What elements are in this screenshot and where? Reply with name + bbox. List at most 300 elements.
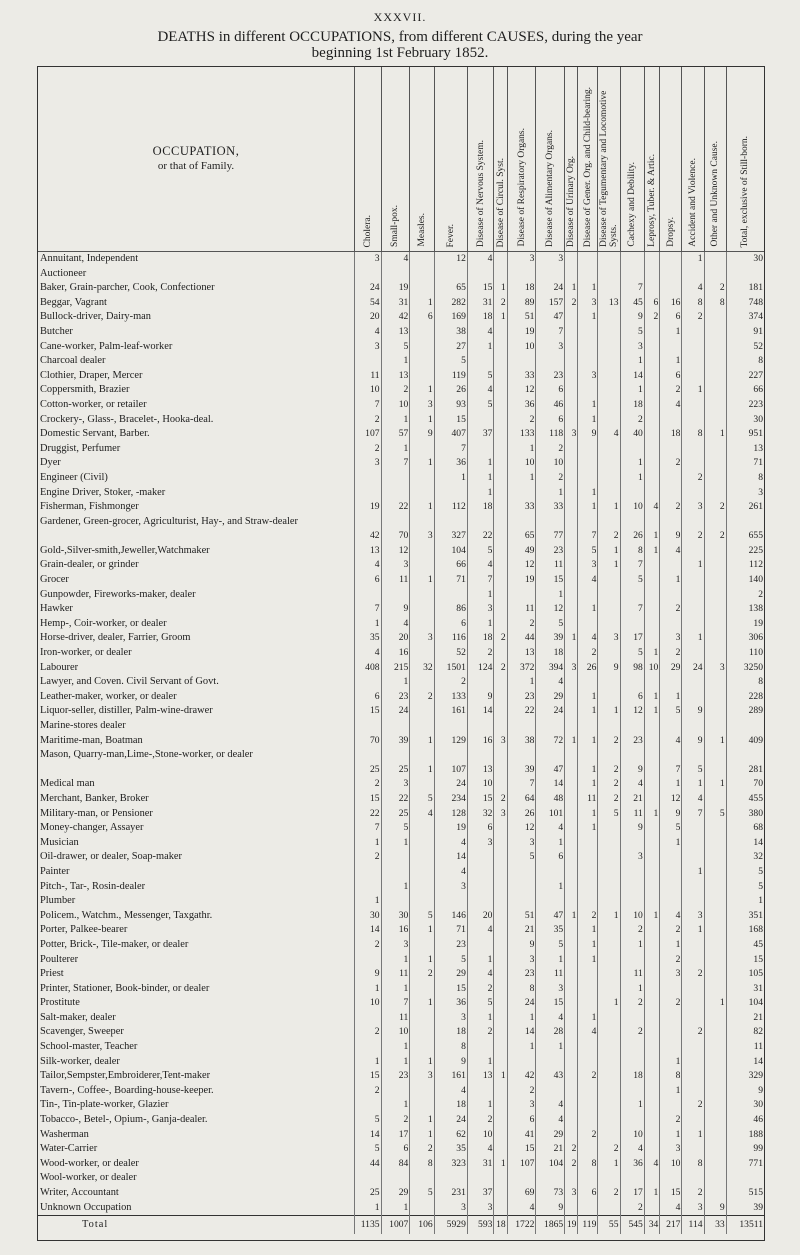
count-cell: 6 — [434, 617, 467, 632]
count-cell: 1 — [682, 631, 704, 646]
count-cell — [565, 369, 578, 384]
count-cell — [704, 1186, 726, 1201]
count-cell: 2 — [704, 500, 726, 515]
count-cell: 25 — [381, 748, 410, 777]
count-cell — [644, 267, 659, 282]
count-cell: 161 — [434, 704, 467, 719]
count-cell: 73 — [536, 1186, 565, 1201]
count-cell: 1 — [682, 383, 704, 398]
count-cell: 29 — [434, 967, 467, 982]
count-cell: 5 — [467, 544, 494, 559]
count-cell: 6 — [660, 369, 682, 384]
count-cell: 1 — [578, 734, 598, 749]
count-cell: 4 — [467, 967, 494, 982]
count-cell: 3 — [620, 850, 644, 865]
count-cell: 8 — [682, 296, 704, 311]
count-cell — [598, 865, 620, 880]
count-cell: 31 — [467, 296, 494, 311]
count-cell: 13 — [726, 442, 764, 457]
count-cell — [598, 850, 620, 865]
count-cell: 188 — [726, 1128, 764, 1143]
count-cell — [494, 675, 507, 690]
count-cell: 1 — [620, 938, 644, 953]
occupation-text: Prostitute — [40, 997, 80, 1009]
count-cell — [565, 486, 578, 501]
count-cell: 10 — [620, 500, 644, 515]
count-cell: 146 — [434, 909, 467, 924]
count-cell — [704, 1084, 726, 1099]
count-cell: 30 — [381, 909, 410, 924]
count-cell — [660, 982, 682, 997]
count-cell — [644, 1055, 659, 1070]
count-cell: 3 — [536, 340, 565, 355]
occupation-label — [38, 1011, 355, 1026]
count-cell: 1 — [620, 456, 644, 471]
count-cell: 6 — [355, 573, 382, 588]
count-cell: 7 — [355, 398, 382, 413]
count-cell: 281 — [726, 748, 764, 777]
table-row — [38, 923, 764, 938]
count-cell: 2 — [536, 471, 565, 486]
count-cell — [598, 267, 620, 282]
count-cell: 5 — [682, 748, 704, 777]
count-cell: 9 — [507, 938, 536, 953]
column-header-label: Accident and Violence. — [688, 158, 699, 247]
count-cell — [704, 690, 726, 705]
count-cell: 1 — [565, 631, 578, 646]
count-cell: 13 — [381, 369, 410, 384]
count-cell: 5 — [578, 544, 598, 559]
count-cell — [644, 1011, 659, 1026]
count-cell: 6 — [381, 1142, 410, 1157]
count-cell — [494, 252, 507, 267]
occupation-text: Auctioneer — [40, 267, 87, 279]
count-cell: 2 — [467, 982, 494, 997]
occupation-label — [38, 1069, 355, 1084]
count-cell: 409 — [726, 734, 764, 749]
count-cell — [644, 573, 659, 588]
count-cell: 13511 — [726, 1216, 764, 1235]
count-cell — [578, 719, 598, 734]
count-cell: 1 — [620, 982, 644, 997]
count-cell: 89 — [507, 296, 536, 311]
occupation-label — [38, 675, 355, 690]
count-cell: 13 — [467, 1069, 494, 1084]
count-cell — [565, 1025, 578, 1040]
count-cell: 14 — [536, 777, 565, 792]
count-cell — [494, 340, 507, 355]
count-cell: 1 — [660, 1055, 682, 1070]
count-cell — [565, 442, 578, 457]
occupation-label — [38, 558, 355, 573]
occupation-text: Gold-,Silver-smith,Jeweller,Watchmaker — [40, 544, 210, 556]
table-row — [38, 558, 764, 573]
count-cell — [704, 1113, 726, 1128]
count-cell — [410, 1011, 434, 1026]
count-cell: 29 — [660, 661, 682, 676]
count-cell — [434, 1171, 467, 1186]
count-cell: 181 — [726, 281, 764, 296]
table-row — [38, 544, 764, 559]
occupation-text: Silk-worker, dealer — [40, 1055, 120, 1067]
count-cell — [704, 369, 726, 384]
table-row — [38, 383, 764, 398]
count-cell — [598, 1113, 620, 1128]
count-cell: 282 — [434, 296, 467, 311]
count-cell: 1 — [381, 953, 410, 968]
count-cell — [682, 325, 704, 340]
occupation-text: Tin-, Tin-plate-worker, Glazier — [40, 1099, 169, 1111]
count-cell: 9 — [434, 1055, 467, 1070]
count-cell: 8 — [507, 982, 536, 997]
count-cell — [598, 1055, 620, 1070]
count-cell: 42 — [381, 310, 410, 325]
count-cell: 1 — [381, 1201, 410, 1216]
count-cell: 35 — [355, 631, 382, 646]
count-cell — [704, 456, 726, 471]
column-header-label: Leprosy, Tuber. & Artic. — [647, 154, 658, 247]
count-cell: 3 — [381, 558, 410, 573]
count-cell: 2 — [620, 1025, 644, 1040]
count-cell: 8 — [704, 296, 726, 311]
count-cell — [494, 398, 507, 413]
count-cell: 47 — [536, 909, 565, 924]
count-cell: 1 — [578, 602, 598, 617]
count-cell: 32 — [410, 661, 434, 676]
count-cell: 1 — [536, 1040, 565, 1055]
count-cell: 1 — [536, 880, 565, 895]
count-cell — [598, 1084, 620, 1099]
count-cell — [381, 486, 410, 501]
count-cell: 112 — [434, 500, 467, 515]
count-cell — [565, 383, 578, 398]
count-cell — [644, 340, 659, 355]
count-cell — [565, 690, 578, 705]
count-cell: 7 — [682, 807, 704, 822]
table-row — [38, 836, 764, 851]
count-cell — [644, 982, 659, 997]
count-cell: 2 — [507, 1084, 536, 1099]
table-row — [38, 1055, 764, 1070]
count-cell — [565, 996, 578, 1011]
count-cell: 25 — [381, 807, 410, 822]
count-cell — [355, 865, 382, 880]
count-cell — [355, 880, 382, 895]
count-cell: 24 — [536, 281, 565, 296]
count-cell: 2 — [620, 413, 644, 428]
count-cell: 2 — [682, 310, 704, 325]
count-cell — [565, 617, 578, 632]
count-cell: 3 — [355, 252, 382, 267]
count-cell: 62 — [434, 1128, 467, 1143]
count-cell — [494, 267, 507, 282]
count-cell: 593 — [467, 1216, 494, 1235]
count-cell: 23 — [434, 938, 467, 953]
count-cell — [660, 894, 682, 909]
count-cell — [494, 500, 507, 515]
count-cell — [381, 471, 410, 486]
count-cell — [644, 1084, 659, 1099]
occupation-text: Tobacco-, Betel-, Opium-, Ganja-dealer. — [40, 1114, 208, 1126]
count-cell: 18 — [620, 398, 644, 413]
count-cell: 1 — [410, 923, 434, 938]
count-cell: 116 — [434, 631, 467, 646]
count-cell — [644, 675, 659, 690]
count-cell: 306 — [726, 631, 764, 646]
count-cell: 1 — [598, 704, 620, 719]
count-cell: 329 — [726, 1069, 764, 1084]
occupation-label — [38, 573, 355, 588]
count-cell: 26 — [507, 807, 536, 822]
count-cell: 748 — [726, 296, 764, 311]
count-cell: 1 — [644, 909, 659, 924]
count-cell: 23 — [381, 1069, 410, 1084]
count-cell: 1 — [578, 953, 598, 968]
count-cell — [578, 982, 598, 997]
count-cell: 1 — [381, 442, 410, 457]
count-cell: 39 — [381, 734, 410, 749]
count-cell — [598, 325, 620, 340]
count-cell — [381, 588, 410, 603]
occupation-text: Tailor,Sempster,Embroiderer,Tent-maker — [40, 1070, 211, 1082]
count-cell: 2 — [660, 953, 682, 968]
count-cell: 15 — [355, 1069, 382, 1084]
count-cell: 5 — [467, 398, 494, 413]
count-cell — [578, 354, 598, 369]
count-cell: 4 — [578, 1025, 598, 1040]
count-cell: 234 — [434, 792, 467, 807]
count-cell — [598, 646, 620, 661]
count-cell: 101 — [536, 807, 565, 822]
occupation-text: Druggist, Perfumer — [40, 442, 121, 454]
count-cell: 1 — [381, 354, 410, 369]
count-cell: 15 — [467, 281, 494, 296]
count-cell — [644, 486, 659, 501]
count-cell: 13 — [381, 325, 410, 340]
occupation-label — [38, 515, 355, 544]
count-cell — [598, 383, 620, 398]
occupation-label — [38, 442, 355, 457]
count-cell: 46 — [726, 1113, 764, 1128]
count-cell: 2 — [565, 1157, 578, 1172]
count-cell — [467, 1084, 494, 1099]
count-cell — [598, 690, 620, 705]
count-cell: 8 — [682, 427, 704, 442]
count-cell: 5 — [704, 807, 726, 822]
occupation-text: Iron-worker, or dealer — [40, 647, 132, 659]
count-cell: 86 — [434, 602, 467, 617]
count-cell: 5 — [598, 807, 620, 822]
count-cell — [578, 471, 598, 486]
occupation-text: Priest — [40, 968, 64, 980]
count-cell: 7 — [381, 456, 410, 471]
occupation-label — [38, 865, 355, 880]
count-cell: 1 — [660, 573, 682, 588]
count-cell: 1 — [682, 1128, 704, 1143]
count-cell — [598, 1098, 620, 1113]
count-cell: 105 — [726, 967, 764, 982]
count-cell: 2 — [598, 777, 620, 792]
count-cell — [410, 821, 434, 836]
count-cell — [565, 777, 578, 792]
count-cell: 1 — [410, 1113, 434, 1128]
count-cell: 8 — [578, 1157, 598, 1172]
count-cell: 6 — [536, 383, 565, 398]
count-cell — [507, 267, 536, 282]
count-cell: 1 — [467, 953, 494, 968]
occupation-text: Liquor-seller, distiller, Palm-wine-drawer — [40, 705, 213, 717]
count-cell: 1 — [507, 442, 536, 457]
count-cell — [682, 1084, 704, 1099]
count-cell — [644, 748, 659, 777]
count-cell — [494, 383, 507, 398]
occupation-label — [38, 631, 355, 646]
count-cell — [578, 340, 598, 355]
count-cell: 48 — [536, 792, 565, 807]
count-cell: 5 — [381, 821, 410, 836]
count-cell: 1 — [578, 398, 598, 413]
count-cell — [620, 880, 644, 895]
count-cell: 14 — [467, 704, 494, 719]
count-cell — [507, 588, 536, 603]
count-cell: 10 — [507, 456, 536, 471]
column-header-label: Fever. — [445, 223, 456, 247]
count-cell: 23 — [381, 690, 410, 705]
count-cell: 24 — [434, 777, 467, 792]
occupation-text: Money-changer, Assayer — [40, 822, 144, 834]
occupation-text: Labourer — [40, 661, 79, 673]
occupation-label — [38, 821, 355, 836]
table-row — [38, 456, 764, 471]
count-cell: 35 — [536, 923, 565, 938]
table-row — [38, 865, 764, 880]
count-cell: 4 — [467, 383, 494, 398]
count-cell — [410, 281, 434, 296]
count-cell — [410, 850, 434, 865]
count-cell: 1 — [565, 909, 578, 924]
count-cell: 2 — [381, 383, 410, 398]
table-row — [38, 690, 764, 705]
count-cell: 31 — [726, 982, 764, 997]
count-cell: 3 — [682, 909, 704, 924]
count-cell — [565, 471, 578, 486]
occupation-text: Total — [82, 1219, 109, 1231]
count-cell — [434, 588, 467, 603]
count-cell: 6 — [467, 821, 494, 836]
count-cell: 1 — [704, 427, 726, 442]
count-cell — [682, 719, 704, 734]
count-cell: 14 — [620, 369, 644, 384]
count-cell: 30 — [726, 1098, 764, 1113]
count-cell: 1 — [578, 500, 598, 515]
count-cell: 2 — [620, 1201, 644, 1216]
count-cell — [682, 1113, 704, 1128]
count-cell: 2 — [381, 1113, 410, 1128]
count-cell: 5 — [467, 996, 494, 1011]
count-cell: 18 — [494, 1216, 507, 1235]
count-cell — [660, 281, 682, 296]
count-cell — [598, 602, 620, 617]
count-cell: 16 — [381, 646, 410, 661]
occupation-text: Scavenger, Sweeper — [40, 1026, 124, 1038]
count-cell: 545 — [620, 1216, 644, 1235]
count-cell: 71 — [434, 573, 467, 588]
count-cell — [494, 471, 507, 486]
table-row — [38, 573, 764, 588]
count-cell: 771 — [726, 1157, 764, 1172]
count-cell — [660, 865, 682, 880]
occupation-header — [38, 67, 355, 252]
count-cell: 11 — [507, 602, 536, 617]
count-cell — [410, 704, 434, 719]
count-cell — [578, 850, 598, 865]
count-cell — [660, 267, 682, 282]
count-cell — [507, 354, 536, 369]
count-cell: 7 — [355, 602, 382, 617]
column-header — [467, 67, 494, 252]
table-row — [38, 398, 764, 413]
count-cell: 12 — [620, 704, 644, 719]
count-cell: 8 — [620, 544, 644, 559]
count-cell — [644, 413, 659, 428]
count-cell — [620, 1084, 644, 1099]
count-cell — [644, 1113, 659, 1128]
count-cell — [644, 1171, 659, 1186]
count-cell — [598, 982, 620, 997]
count-cell: 3 — [565, 661, 578, 676]
count-cell — [598, 1171, 620, 1186]
count-cell: 351 — [726, 909, 764, 924]
count-cell — [434, 486, 467, 501]
occupation-text: Beggar, Vagrant — [40, 296, 107, 308]
count-cell — [578, 442, 598, 457]
count-cell: 6 — [507, 1113, 536, 1128]
count-cell: 1 — [644, 704, 659, 719]
count-cell: 72 — [536, 734, 565, 749]
count-cell: 10 — [620, 1128, 644, 1143]
count-cell: 45 — [620, 296, 644, 311]
occupation-label — [38, 704, 355, 719]
count-cell: 2 — [682, 1098, 704, 1113]
column-header-label: Disease of Urinary Org. — [566, 155, 577, 247]
count-cell: 1007 — [381, 1216, 410, 1235]
count-cell: 27 — [434, 340, 467, 355]
count-cell: 1 — [355, 836, 382, 851]
count-cell: 19 — [381, 281, 410, 296]
count-cell: 10 — [620, 909, 644, 924]
count-cell: 19 — [434, 821, 467, 836]
table-row — [38, 1142, 764, 1157]
count-cell — [565, 325, 578, 340]
count-cell — [704, 953, 726, 968]
count-cell: 30 — [355, 909, 382, 924]
count-cell — [644, 938, 659, 953]
count-cell — [644, 252, 659, 267]
count-cell: 12 — [434, 252, 467, 267]
count-cell — [494, 573, 507, 588]
count-cell — [565, 1113, 578, 1128]
count-cell: 408 — [355, 661, 382, 676]
count-cell: 17 — [620, 1186, 644, 1201]
count-cell — [381, 1084, 410, 1099]
count-cell — [644, 719, 659, 734]
occupation-label — [38, 267, 355, 282]
count-cell: 4 — [598, 427, 620, 442]
count-cell — [682, 894, 704, 909]
count-cell — [494, 1098, 507, 1113]
count-cell: 19 — [565, 1216, 578, 1235]
count-cell: 223 — [726, 398, 764, 413]
